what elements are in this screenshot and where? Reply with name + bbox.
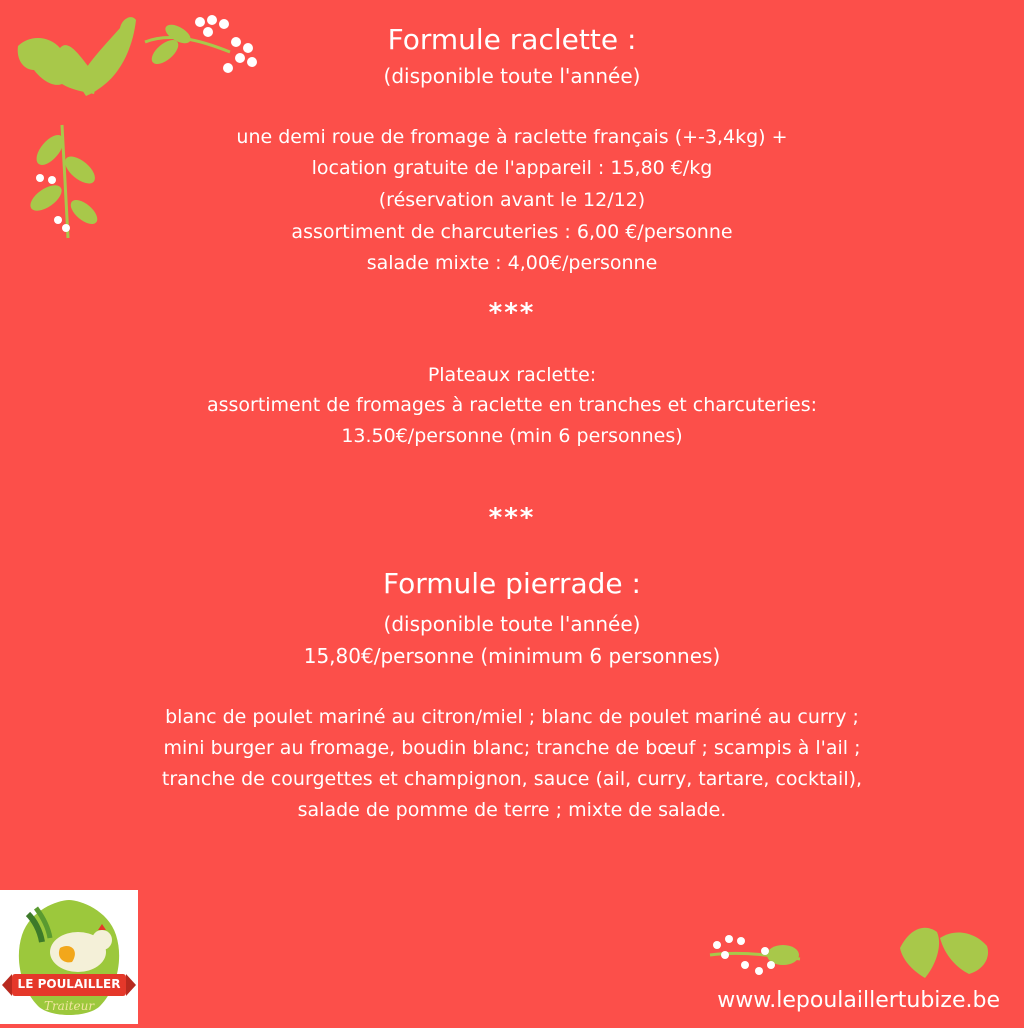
pierrade-price: 15,80€/personne (minimum 6 personnes): [303, 644, 721, 668]
raclette-availability: (disponible toute l'année): [383, 64, 641, 88]
berry-sprig-bottom-icon: [705, 925, 805, 985]
plateaux-price: 13.50€/personne (min 6 personnes): [341, 425, 683, 447]
pierrade-line: salade de pomme de terre ; mixte de salade.: [297, 799, 727, 821]
pierrade-availability: (disponible toute l'année): [383, 612, 641, 636]
raclette-line: une demi roue de fromage à raclette français (+-3,4kg) +: [236, 126, 788, 148]
plateaux-title: Plateaux raclette:: [427, 364, 597, 386]
pierrade-line: mini burger au fromage, boudin blanc; tranche de bœuf ; scampis à l'ail ;: [163, 737, 861, 759]
raclette-title: Formule raclette :: [387, 23, 637, 56]
pierrade-line: tranche de courgettes et champignon, sauce (ail, curry, tartare, cocktail),: [161, 768, 863, 790]
holly-leaves-bottom-icon: [895, 918, 995, 983]
separator: ***: [488, 298, 536, 328]
website-url[interactable]: www.lepoulaillertubize.be: [717, 988, 1000, 1013]
raclette-line: salade mixte : 4,00€/personne: [366, 252, 658, 274]
plateaux-description: assortiment de fromages à raclette en tranches et charcuteries:: [206, 394, 818, 416]
logo: [0, 890, 138, 1024]
pierrade-line: blanc de poulet mariné au citron/miel ; blanc de poulet mariné au curry ;: [165, 706, 859, 728]
raclette-line: (réservation avant le 12/12): [378, 189, 646, 211]
logo-name: LE POULAILLER: [17, 977, 121, 991]
separator: ***: [488, 503, 536, 533]
logo-tagline: Traiteur: [43, 999, 95, 1013]
raclette-line: assortiment de charcuteries : 6,00 €/personne: [291, 221, 733, 243]
raclette-line: location gratuite de l'appareil : 15,80 €/kg: [311, 157, 713, 179]
pierrade-title: Formule pierrade :: [383, 567, 641, 600]
